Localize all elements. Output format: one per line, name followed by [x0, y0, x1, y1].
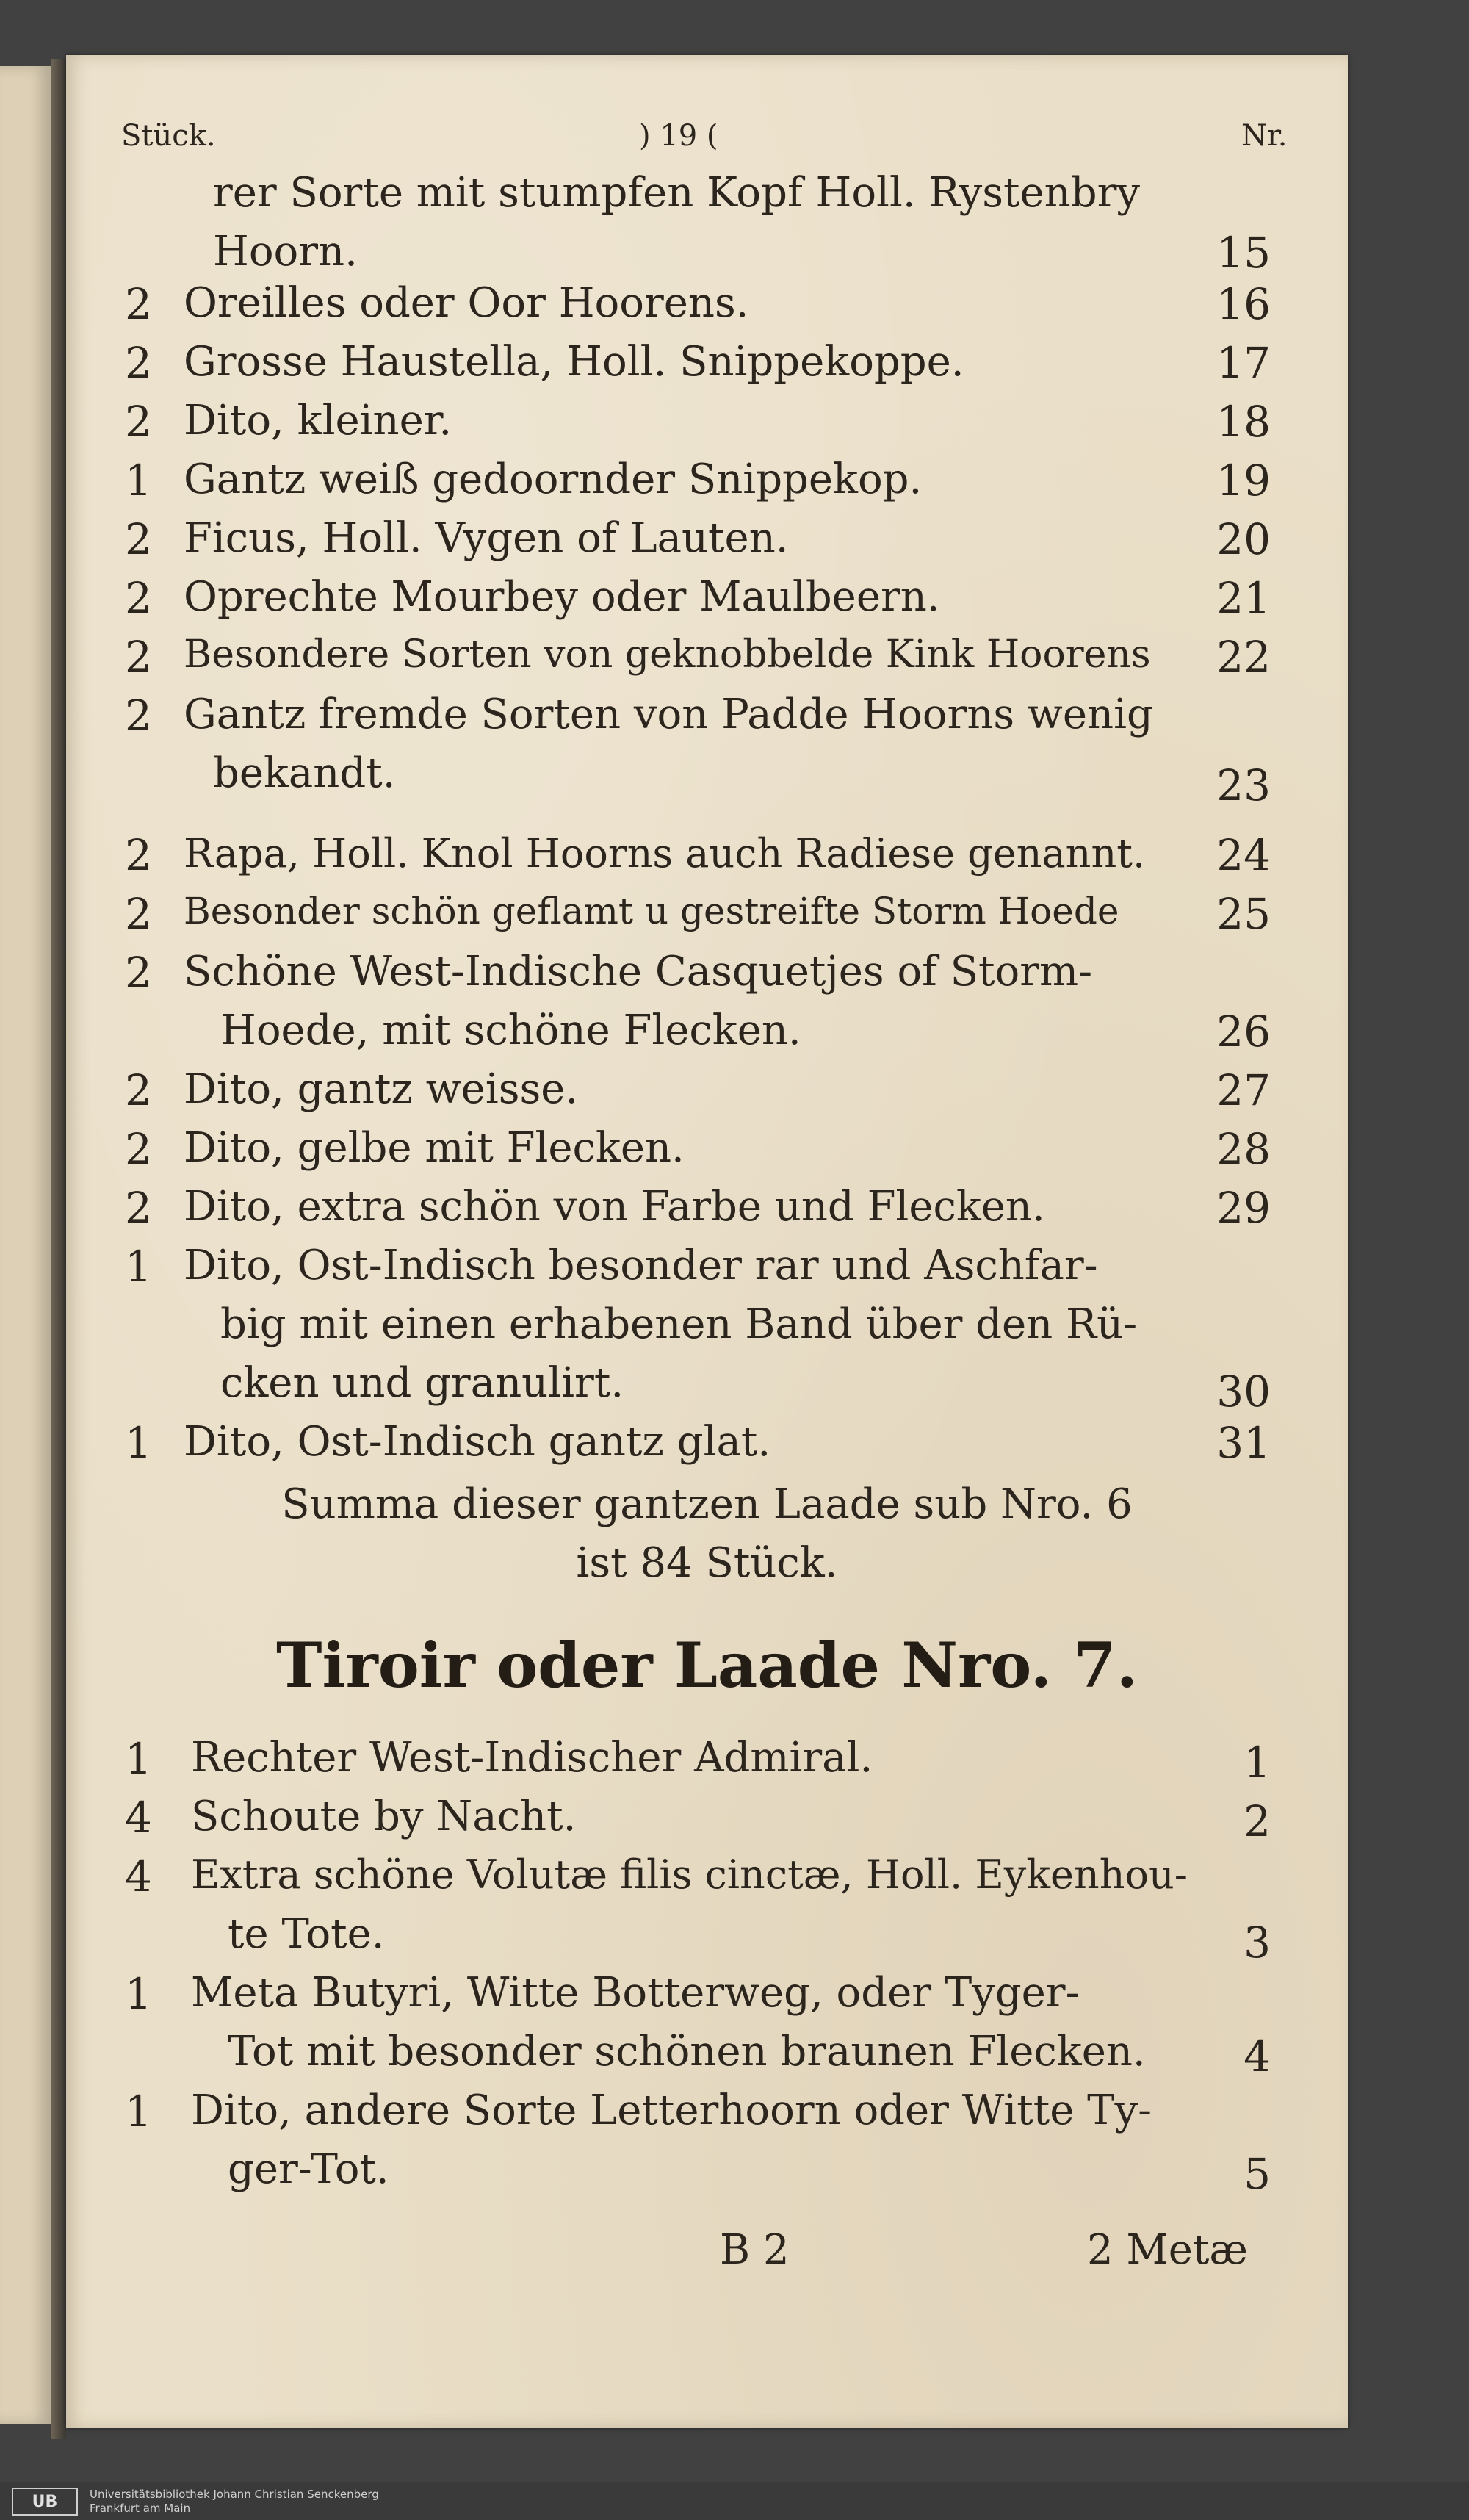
entry-line: Gantz weiß gedoornder Snippekop. [184, 456, 923, 503]
entry-number: 30 [1216, 1367, 1271, 1416]
entry-number: 1 [1244, 1738, 1271, 1788]
entry-qty: 1 [125, 1969, 152, 2019]
entry-qty: 4 [125, 1793, 152, 1843]
entry-number: 3 [1244, 1918, 1271, 1968]
entry-line: Dito, Ost-Indisch gantz glat. [184, 1418, 771, 1466]
entry-number: 24 [1216, 830, 1271, 880]
list-item [66, 1734, 1348, 1796]
entry-line: Rapa, Holl. Knol Hoorns auch Radiese genannt. [184, 830, 1146, 876]
entry-line: Grosse Haustella, Holl. Snippekoppe. [184, 338, 964, 386]
entry-number: 19 [1216, 456, 1271, 505]
credit-line-2: Frankfurt am Main [90, 2502, 191, 2515]
entry-line: rer Sorte mit stumpfen Kopf Holl. Rystenbry [213, 169, 1140, 217]
credit-bar [0, 2482, 1469, 2520]
entry-number: 23 [1216, 760, 1271, 810]
list-item [66, 1793, 1348, 1855]
header-left: Stück. [121, 119, 216, 153]
page-number: ) 19 ( [639, 119, 718, 153]
entry-line: Extra schöne Volutæ filis cinctæ, Holl. Eykenhou- [191, 1851, 1188, 1898]
entry-number: 21 [1216, 573, 1271, 623]
entry-qty: 2 [125, 397, 152, 447]
entry-line: Dito, kleiner. [184, 397, 452, 444]
entry-qty: 2 [125, 573, 152, 623]
entry-number: 26 [1216, 1007, 1271, 1056]
entry-qty: 2 [125, 830, 152, 880]
entry-line: Oprechte Mourbey oder Maulbeern. [184, 573, 940, 621]
entry-line: te Tote. [228, 1910, 385, 1958]
entry-qty: 2 [125, 338, 152, 388]
entry-number: 29 [1216, 1183, 1271, 1233]
entry-number: 4 [1244, 2031, 1271, 2081]
section-title: Tiroir oder Laade Nro. 7. [276, 1629, 1138, 1702]
entry-qty: 1 [125, 1418, 152, 1468]
entry-number: 20 [1216, 514, 1271, 564]
signature-mark: B 2 [720, 2226, 790, 2274]
entry-line: big mit einen erhabenen Band über den Rü- [220, 1300, 1138, 1348]
list-item [66, 1851, 1348, 1968]
entry-number: 5 [1244, 2149, 1271, 2199]
entry-line: Hoorn. [213, 228, 358, 276]
entry-line: Besonder schön geflamt u gestreifte Storm Hoede [184, 890, 1119, 932]
entry-qty: 2 [125, 889, 152, 939]
entry-line: Dito, gelbe mit Flecken. [184, 1124, 685, 1172]
library-logo: UB [12, 2488, 78, 2516]
entry-qty: 1 [125, 1734, 152, 1784]
left-page-edge [0, 66, 51, 2424]
entry-line: Dito, gantz weisse. [184, 1065, 579, 1113]
list-item [66, 1969, 1348, 2081]
summary-line-1: Summa dieser gantzen Laade sub Nro. 6 [281, 1480, 1133, 1528]
entry-qty: 2 [125, 632, 152, 682]
entry-number: 28 [1216, 1124, 1271, 1174]
entry-qty: 2 [125, 1183, 152, 1233]
catchword: 2 Metæ [1087, 2226, 1249, 2274]
entry-qty: 2 [125, 279, 152, 329]
entry-line: Ficus, Holl. Vygen of Lauten. [184, 514, 789, 562]
header-right: Nr. [1241, 119, 1288, 153]
entry-qty: 1 [125, 456, 152, 505]
entry-number: 25 [1216, 889, 1271, 939]
entry-qty: 1 [125, 1242, 152, 1292]
entry-number: 27 [1216, 1065, 1271, 1115]
book-gutter [51, 59, 66, 2439]
entry-line: Dito, Ost-Indisch besonder rar und Aschfar- [184, 1242, 1098, 1289]
entry-qty: 2 [125, 514, 152, 564]
entry-line: Schoute by Nacht. [191, 1793, 577, 1840]
entry-number: 17 [1216, 338, 1271, 388]
entry-line: Schöne West-Indische Casquetjes of Storm- [184, 948, 1093, 996]
entry-number: 22 [1216, 632, 1271, 682]
entry-line: cken und granulirt. [220, 1359, 624, 1407]
entry-qty: 4 [125, 1851, 152, 1901]
entry-line: Besondere Sorten von geknobbelde Kink Hoorens [184, 633, 1151, 677]
entry-line: Meta Butyri, Witte Botterweg, oder Tyger- [191, 1969, 1080, 2017]
credit-line-1: Universitätsbibliothek Johann Christian Senckenberg [90, 2488, 379, 2501]
entry-qty: 2 [125, 1124, 152, 1174]
entry-line: Tot mit besonder schönen braunen Flecken. [228, 2028, 1146, 2076]
entry-number: 15 [1216, 228, 1271, 278]
entry-qty: 2 [125, 1065, 152, 1115]
entry-line: Rechter West-Indischer Admiral. [191, 1734, 873, 1782]
entry-line: bekandt. [213, 749, 396, 797]
entry-line: Oreilles oder Oor Hoorens. [184, 279, 749, 327]
summary-line-2: ist 84 Stück. [576, 1539, 838, 1587]
entry-qty: 1 [125, 2087, 152, 2136]
entry-line: ger-Tot. [228, 2145, 389, 2193]
entry-line: Dito, andere Sorte Letterhoorn oder Witte Ty- [191, 2087, 1152, 2134]
entries-section-7 [66, 55, 1348, 2428]
list-item [66, 2087, 1348, 2199]
entry-qty: 2 [125, 948, 152, 998]
entry-line: Dito, extra schön von Farbe und Flecken. [184, 1183, 1045, 1231]
entry-number: 31 [1216, 1418, 1271, 1468]
book-page [66, 55, 1348, 2428]
entry-number: 16 [1216, 279, 1271, 329]
entry-qty: 2 [125, 691, 152, 741]
entry-number: 18 [1216, 397, 1271, 447]
entry-line: Hoede, mit schöne Flecken. [220, 1007, 801, 1054]
entry-line: Gantz fremde Sorten von Padde Hoorns wenig [184, 691, 1153, 738]
entry-number: 2 [1244, 1796, 1271, 1846]
